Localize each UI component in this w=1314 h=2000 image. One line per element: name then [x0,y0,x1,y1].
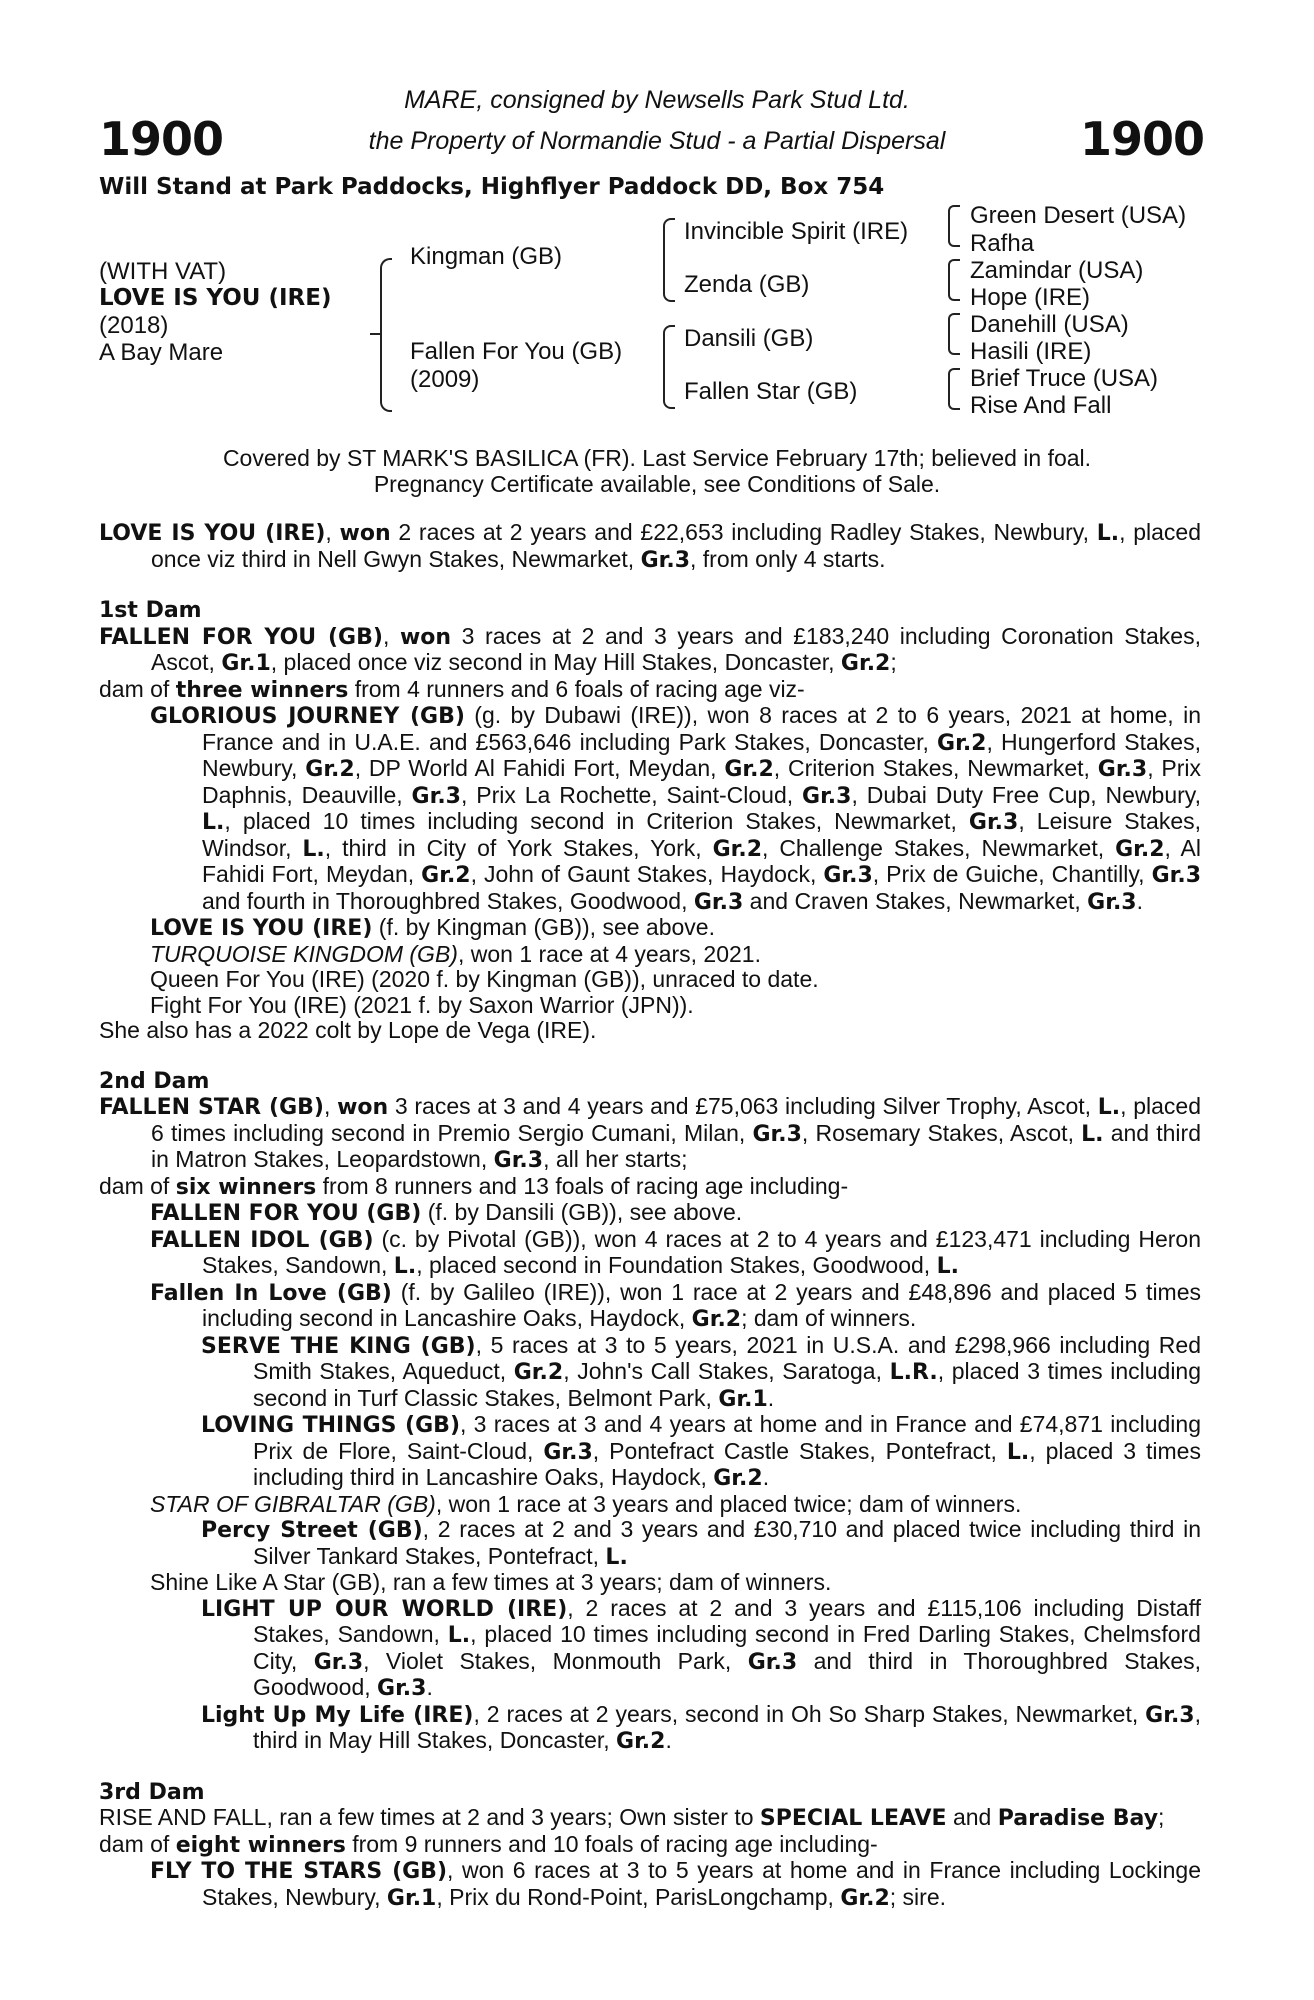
list-item: STAR OF GIBRALTAR (GB), won 1 race at 3 years and placed twice; dam of winners. [150,1490,1022,1517]
brace-sire [663,218,675,302]
sdd: Hope (IRE) [970,284,1091,311]
brace-ds [948,313,960,355]
list-item: GLORIOUS JOURNEY (GB) (g. by Dubawi (IRE)), won 8 races at 2 to 6 years, 2021 at home, in France and in U.A.E. and £563,646 including Park Stakes, Doncaster, Gr.2, Hungerford Stakes, Newbury, Gr.2, DP World Al Fahidi Fort, Meydan, Gr.2, Criterion Stakes, Newmarket, Gr.3, Prix Daphnis, Deauville, Gr.3, Prix La Rochette, Saint-Cloud, Gr.3, Dubai Duty Free Cup, Newbury, L., placed 10 times including second in Criterion Stakes, Newmarket, Gr.3, Leisure Stakes, Windsor, L., third in City of York Stakes, York, Gr.2, Challenge Stakes, Newmarket, Gr.2, Al Fahidi Fort, Meydan, Gr.2, John of Gaunt Stakes, Haydock, Gr.3, Prix de Guiche, Chantilly, Gr.3 and fourth in Thoroughbred Stakes, Goodwood, Gr.3 and Craven Stakes, Newmarket, Gr.3. [150,702,1202,915]
list-item: Fallen In Love (GB) (f. by Galileo (IRE)), won 1 race at 2 years and £48,896 and placed 5 times including second in Lancashire Oaks, Haydock, Gr.2; dam of winners. [150,1278,1202,1332]
dam: Fallen For You (GB) [410,338,623,365]
dam-sire: Dansili (GB) [684,325,814,352]
stand-location: Will Stand at Park Paddocks, Highflyer Paddock DD, Box 754 [99,174,885,200]
list-item: FLY TO THE STARS (GB), won 6 races at 3 to 5 years at home and in France including Lockinge Stakes, Newbury, Gr.1, Prix du Rond-Point, ParisLongchamp, Gr.2; sire. [150,1857,1202,1911]
dam-year: (2009) [410,366,480,393]
brace-sd [948,259,960,301]
sds: Zamindar (USA) [970,257,1144,284]
list-item: Shine Like A Star (GB), ran a few times at 3 years; dam of winners. [150,1569,832,1595]
horse-summary: LOVE IS YOU (IRE), won 2 races at 2 years and £22,653 including Radley Stakes, Newbury, L., placed once viz third in Nell Gwyn Stakes, Newmarket, Gr.3, from only 4 starts. [99,519,1202,573]
list-item: LOVING THINGS (GB), 3 races at 3 and 4 years at home and in France and £74,871 including Prix de Flore, Saint-Cloud, Gr.3, Pontefract Castle Stakes, Pontefract, L., placed 3 times including third in Lancashire Oaks, Haydock, Gr.2. [201,1411,1201,1491]
list-item: LOVE IS YOU (IRE) (f. by Kingman (GB)), see above. [150,914,715,941]
second-dam-heading: 2nd Dam [99,1068,210,1094]
sss: Green Desert (USA) [970,202,1187,229]
pregnancy-line: Pregnancy Certificate available, see Conditions of Sale. [373,471,941,497]
dds: Brief Truce (USA) [970,365,1159,392]
lot-number-right: 1900 [1079,112,1204,166]
brace-gen1 [380,258,392,412]
property-line: the Property of Normandie Stud - a Partial Dispersal [368,127,946,155]
horse-name: LOVE IS YOU (IRE) [99,285,332,311]
catalogue-body [99,520,1201,1911]
covered-line: Covered by ST MARK'S BASILICA (FR). Last Service February 17th; believed in foal. [222,445,1092,471]
list-item: FALLEN IDOL (GB) (c. by Pivotal (GB)), won 4 races at 2 to 4 years and £123,471 including Heron Stakes, Sandown, L., placed second in Foundation Stakes, Goodwood, L. [150,1225,1201,1279]
brace-dam [663,325,675,409]
brace-gen1-point [370,333,380,335]
third-dam-produce: dam of eight winners from 9 runners and 10 foals of racing age including- [99,1830,878,1858]
sire-dam: Zenda (GB) [684,271,810,298]
list-item: TURQUOISE KINGDOM (GB), won 1 race at 4 years, 2021. [150,940,761,967]
lot-number-left: 1900 [99,112,224,166]
third-dam-heading: 3rd Dam [99,1779,205,1805]
horse-description: A Bay Mare [99,339,224,366]
list-item: Light Up My Life (IRE), 2 races at 2 years, second in Oh So Sharp Stakes, Newmarket, Gr.3, third in May Hill Stakes, Doncaster, Gr.2. [201,1700,1201,1754]
list-item: Queen For You (IRE) (2020 f. by Kingman (GB)), unraced to date. [150,966,819,992]
sire-sire: Invincible Spirit (IRE) [684,218,909,245]
list-item: Fight For You (IRE) (2021 f. by Saxon Warrior (JPN)). [150,991,694,1018]
consignor-line: MARE, consigned by Newsells Park Stud Ltd. [404,86,910,114]
dss: Danehill (USA) [970,311,1129,338]
list-item: Percy Street (GB), 2 races at 2 and 3 years and £30,710 and placed twice including third in Silver Tankard Stakes, Pontefract, L. [201,1516,1202,1570]
third-dam-record: RISE AND FALL, ran a few times at 2 and 3 years; Own sister to SPECIAL LEAVE and Paradise Bay; [99,1804,1165,1831]
dsd: Hasili (IRE) [970,338,1092,365]
first-dam-record: FALLEN FOR YOU (GB), won 3 races at 2 and 3 years and £183,240 including Coronation Stakes, Ascot, Gr.1, placed once viz second in May Hill Stakes, Doncaster, Gr.2; [99,622,1201,676]
colt-note: She also has a 2022 colt by Lope de Vega (IRE). [99,1017,597,1043]
brace-ss [948,205,960,247]
sire: Kingman (GB) [410,243,563,270]
ssd: Rafha [970,230,1035,257]
ddd: Rise And Fall [970,392,1112,419]
second-dam-produce: dam of six winners from 8 runners and 13 foals of racing age including- [99,1172,849,1200]
list-item: SERVE THE KING (GB), 5 races at 3 to 5 years, 2021 in U.S.A. and £298,966 including Red Smith Stakes, Aqueduct, Gr.2, John's Call Stakes, Saratoga, L.R., placed 3 times including second in Turf Classic Stakes, Belmont Park, Gr.1. [201,1331,1202,1412]
dam-dam: Fallen Star (GB) [684,378,858,405]
vat-note: (WITH VAT) [99,258,227,285]
list-item: FALLEN FOR YOU (GB) (f. by Dansili (GB)), see above. [150,1199,743,1226]
second-dam-record: FALLEN STAR (GB), won 3 races at 3 and 4 years and £75,063 including Silver Trophy, Ascot, L., placed 6 times including second in Premio Sergio Cumani, Milan, Gr.3, Rosemary Stakes, Ascot, L. and third in Matron Stakes, Leopardstown, Gr.3, all her starts; [99,1093,1201,1173]
brace-dd [948,368,960,410]
first-dam-heading: 1st Dam [99,598,202,623]
first-dam-produce: dam of three winners from 4 runners and 6 foals of racing age viz- [99,675,805,703]
horse-year: (2018) [99,312,169,339]
list-item: LIGHT UP OUR WORLD (IRE), 2 races at 2 and 3 years and £115,106 including Distaff Stakes, Sandown, L., placed 10 times including second in Fred Darling Stakes, Chelmsford City, Gr.3, Violet Stakes, Monmouth Park, Gr.3 and third in Thoroughbred Stakes, Goodwood, Gr.3. [201,1594,1202,1701]
